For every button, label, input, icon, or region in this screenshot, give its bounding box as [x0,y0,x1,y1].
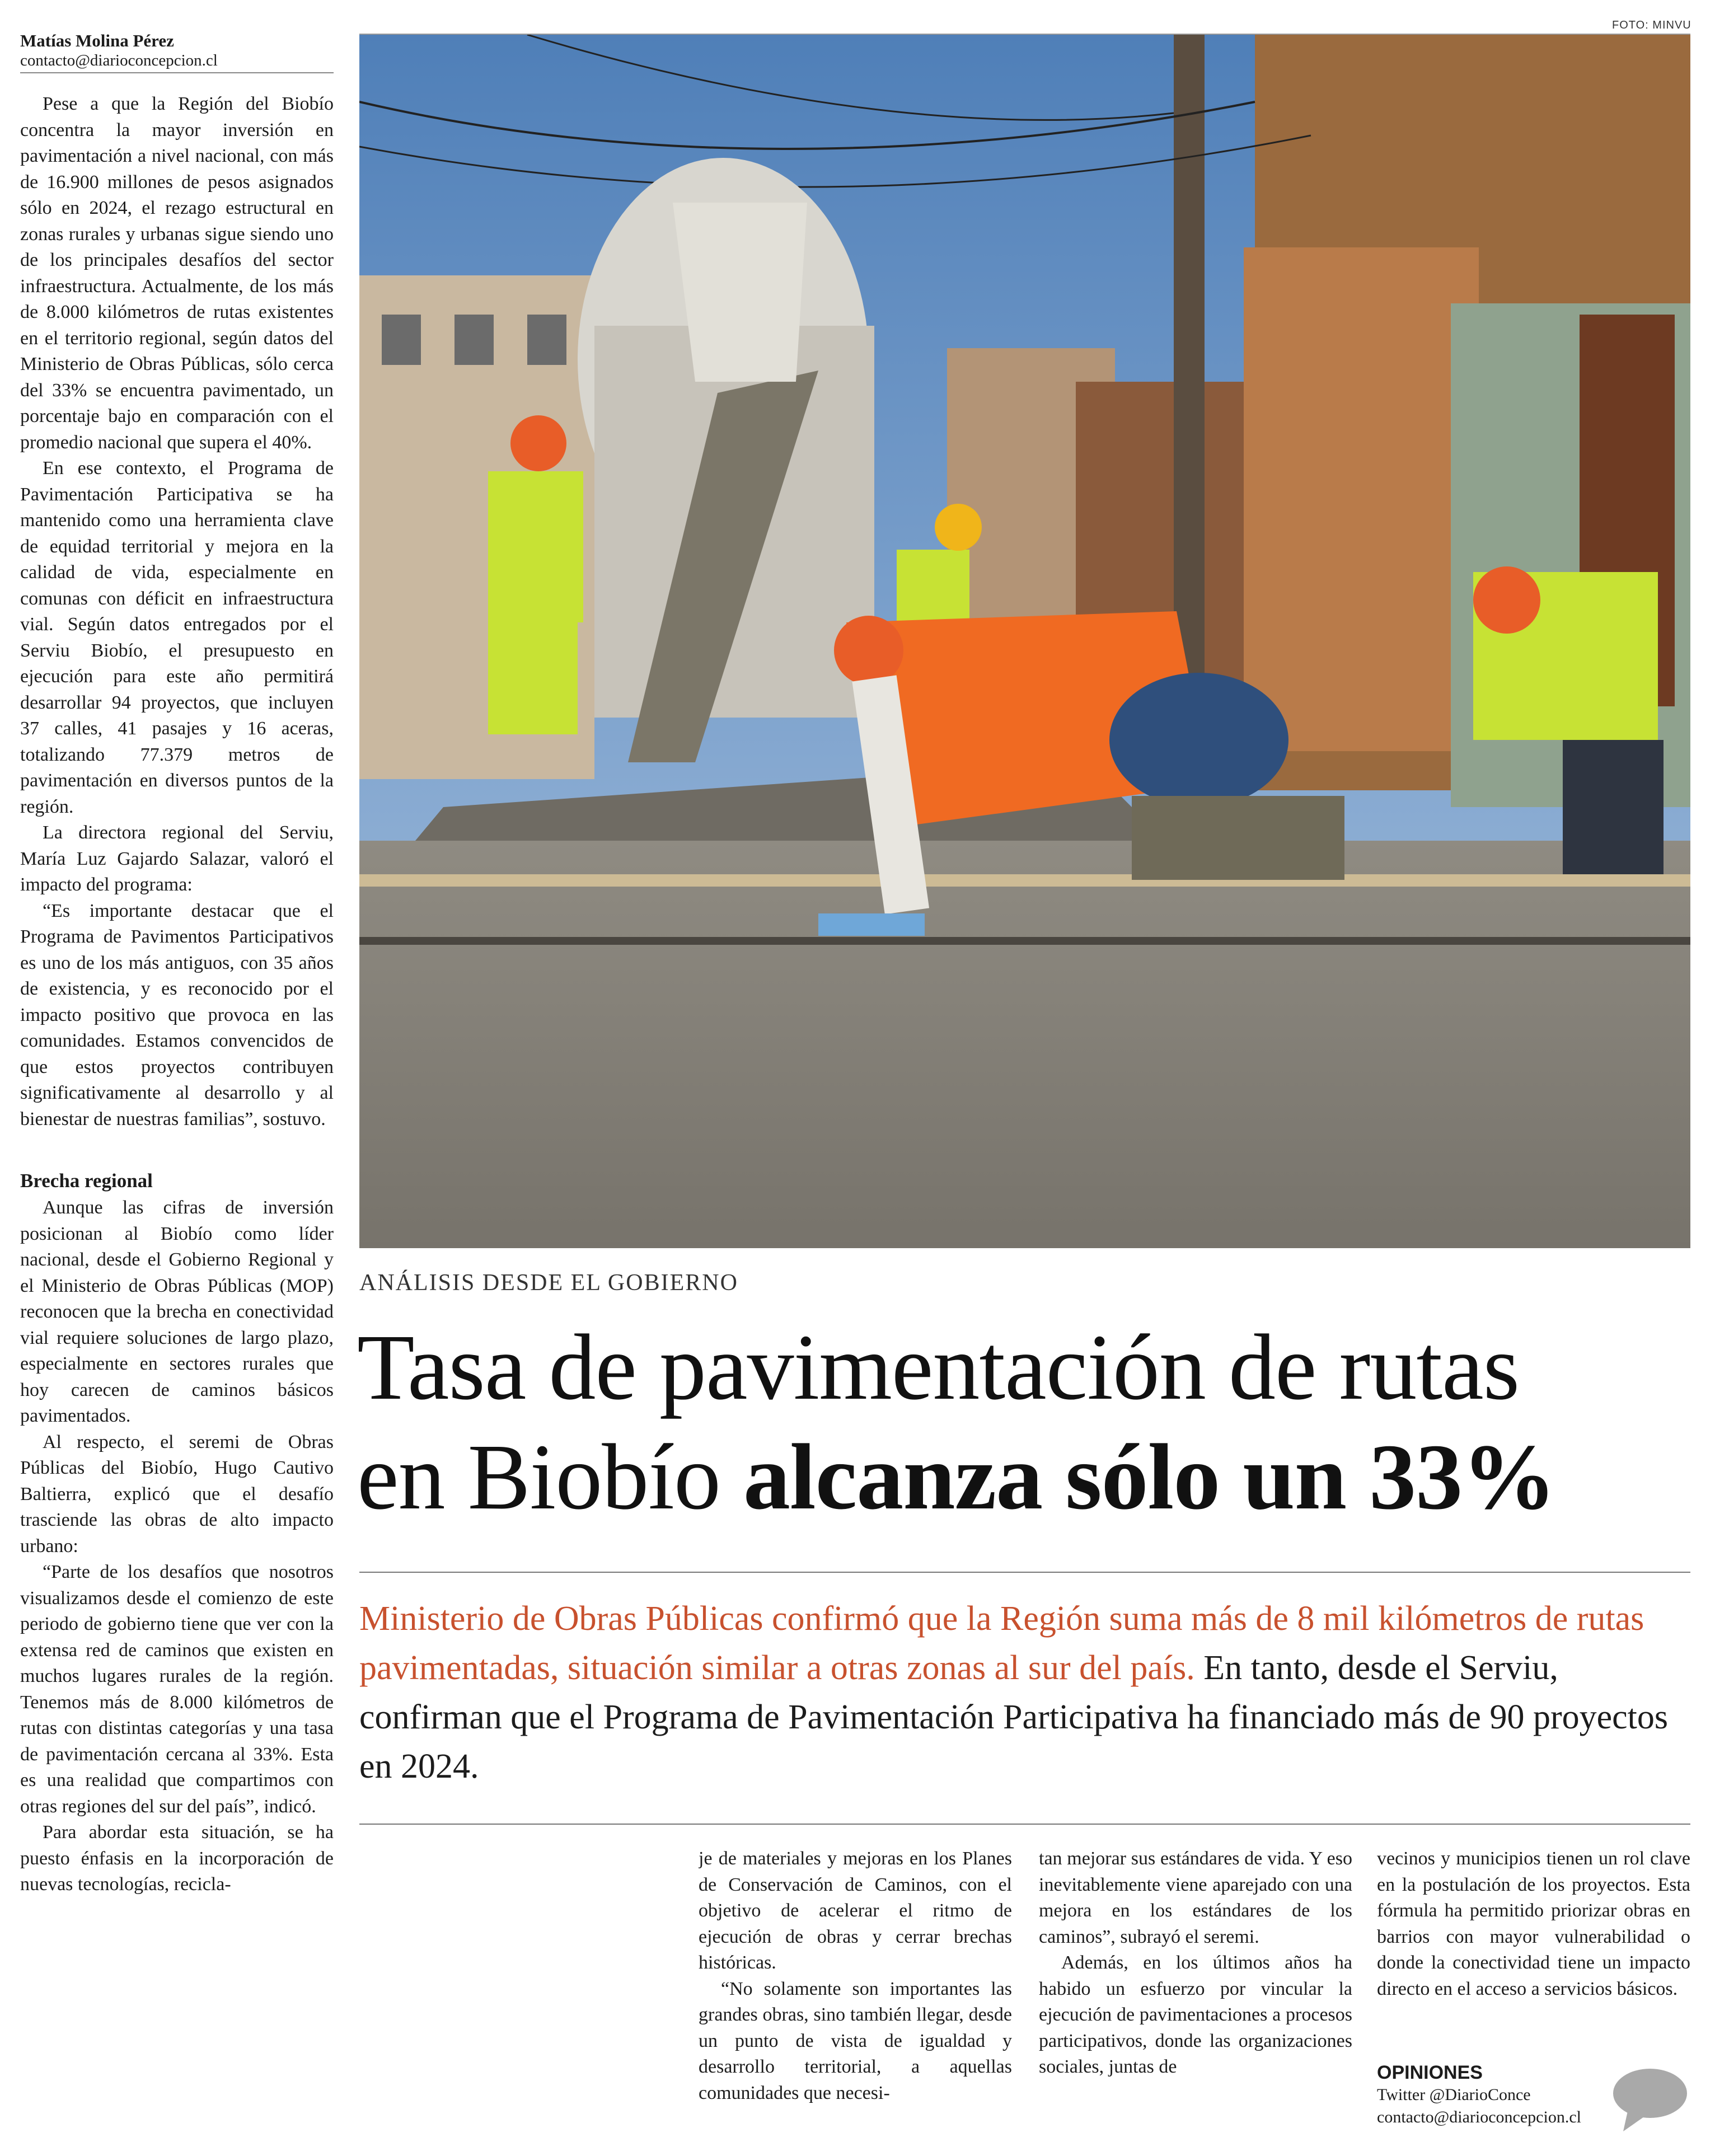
body-paragraph: Pese a que la Región del Biobío concentra la mayor inversión en pavimentación a nivel nacional, con más de 16.900 millones de pesos asignados sólo en 2024, el rezago estructural en zonas rurales y urbanas sigue siendo uno de los principales desafíos del sector infraestructura. Actualmente, de los más de 8.000 kilómetros de rutas existentes en el territorio regional, según datos del Ministerio de Obras Públicas, sólo cerca del 33% se encuentra pavimentado, un porcentaje bajo en comparación con el promedio nacional que supera el 40%. [20,93,334,453]
twitter-handle[interactable]: Twitter @DiarioConce [1377,2085,1531,2104]
body-paragraph: La directora regional del Serviu, María Luz Gajardo Salazar, valoró el impacto del programa: [20,822,334,895]
body-paragraph: “Parte de los desafíos que nosotros visualizamos desde el comienzo de este periodo de gobierno tiene que ver con la extensa red de caminos que existen en muchos lugares rurales de la región. Tenemos más de 8.000 kilómetros de rutas con distintas categorías y una tasa de pavimentación cercana al 33%. Esta es una realidad que compartimos con otras regiones del sur del país”, indicó. [20,1562,334,1817]
subhead-brecha-regional: Brecha regional [20,1170,153,1192]
body-paragraph: Para abordar esta situación, se ha puesto énfasis en la incorporación de nuevas tecnologías, recicla- [20,1822,334,1895]
body-paragraph: vecinos y municipios tienen un rol clave en la postulación de los proyectos. Esta fórmula ha permitido priorizar obras en barrios con mayor vulnerabilidad o donde la conectividad tiene un impacto directo en el acceso a servicios básicos. [1377,1848,1690,1999]
byline-divider [20,72,334,73]
body-paragraph: Aunque las cifras de inversión posicionan al Biobío como líder nacional, desde el Gobierno Regional y el Ministerio de Obras Públicas (MOP) reconocen que la brecha en conectividad vial requiere soluciones de largo plazo, especialmente en sectores rurales que hoy carecen de caminos básicos pavimentados. [20,1197,334,1426]
bajada-bottom-rule [359,1824,1690,1825]
headline-line2-bold: alcanza sólo un 33% [743,1425,1556,1529]
bajada [359,1594,1690,1791]
byline-name: Matías Molina Pérez [20,31,174,50]
body-paragraph: Además, en los últimos años ha habido un esfuerzo por vincular la ejecución de pavimentaciones a procesos participativos, donde las organizaciones sociales, juntas de [1039,1952,1352,2077]
headline [357,1313,1700,1532]
speech-bubble-icon [1611,2066,1689,2136]
body-paragraph: je de materiales y mejoras en los Planes de Conservación de Caminos, con el objetivo de acelerar el ritmo de ejecución de obras y cerrar brechas históricas. [699,1848,1012,1973]
left-column [20,31,334,2135]
body-paragraph: “No solamente son importantes las grandes obras, sino también llegar, desde un punto de vista de igualdad y desarrollo territorial, a aquellas comunidades que necesi- [699,1978,1012,2103]
article-photo [359,34,1690,1248]
bajada-rest: En tanto, desde el Serviu, confirman que el Programa de Pavimentación Participativa ha financiado más de 90 proyectos en 2024. [359,1649,1668,1785]
byline-email[interactable]: contacto@diarioconcepcion.cl [20,51,218,69]
opiniones-title: OPINIONES [1377,2062,1483,2083]
photo-credit: FOTO: MINVU [1612,19,1691,31]
opiniones-email[interactable]: contacto@diarioconcepcion.cl [1377,2108,1581,2126]
body-column-2 [1039,1846,1352,2137]
bajada-highlight: Ministerio de Obras Públicas confirmó que la Región suma más de 8 mil kilómetros de rutas pavimentadas, situación similar a otras zonas al sur del país. [359,1600,1644,1687]
body-paragraph: Al respecto, el seremi de Obras Públicas del Biobío, Hugo Cautivo Baltierra, explicó que el desafío trasciende las obras de alto impacto urbano: [20,1431,334,1557]
body-paragraph: En ese contexto, el Programa de Pavimentación Participativa se ha mantenido como una herramienta clave de equidad territorial y mejora en la calidad de vida, especialmente en comunas con déficit en infraestructura vial. Según datos entregados por el Serviu Biobío, el presupuesto en ejecución para este año permitirá desarrollar 94 proyectos, que incluyen 37 calles, 41 pasajes y 16 aceras, totalizando 77.379 metros de pavimentación en diversos puntos de la región. [20,458,334,817]
headline-line2-plain: en Biobío [357,1425,743,1529]
body-paragraph: “Es importante destacar que el Programa de Pavimentos Participativos es uno de los más antiguos, con 35 años de existencia, y es reconocido por el impacto positivo que provoca en las comunidades. Estamos convencidos de que estos proyectos contribuyen significativamente al desarrollo y al bienestar de nuestras familias”, sostuvo. [20,900,334,1129]
body-paragraph: tan mejorar sus estándares de vida. Y eso inevitablemente viene aparejado con una mejora en los estándares de los caminos”, subrayó el seremi. [1039,1848,1352,1947]
kicker: ANÁLISIS DESDE EL GOBIERNO [359,1270,738,1296]
body-column-1 [699,1846,1012,2137]
headline-line1: Tasa de pavimentación de rutas [357,1315,1520,1419]
bajada-top-rule [359,1572,1690,1573]
body-column-3 [1377,1846,1690,2059]
road-paving-illustration [359,35,1690,1248]
